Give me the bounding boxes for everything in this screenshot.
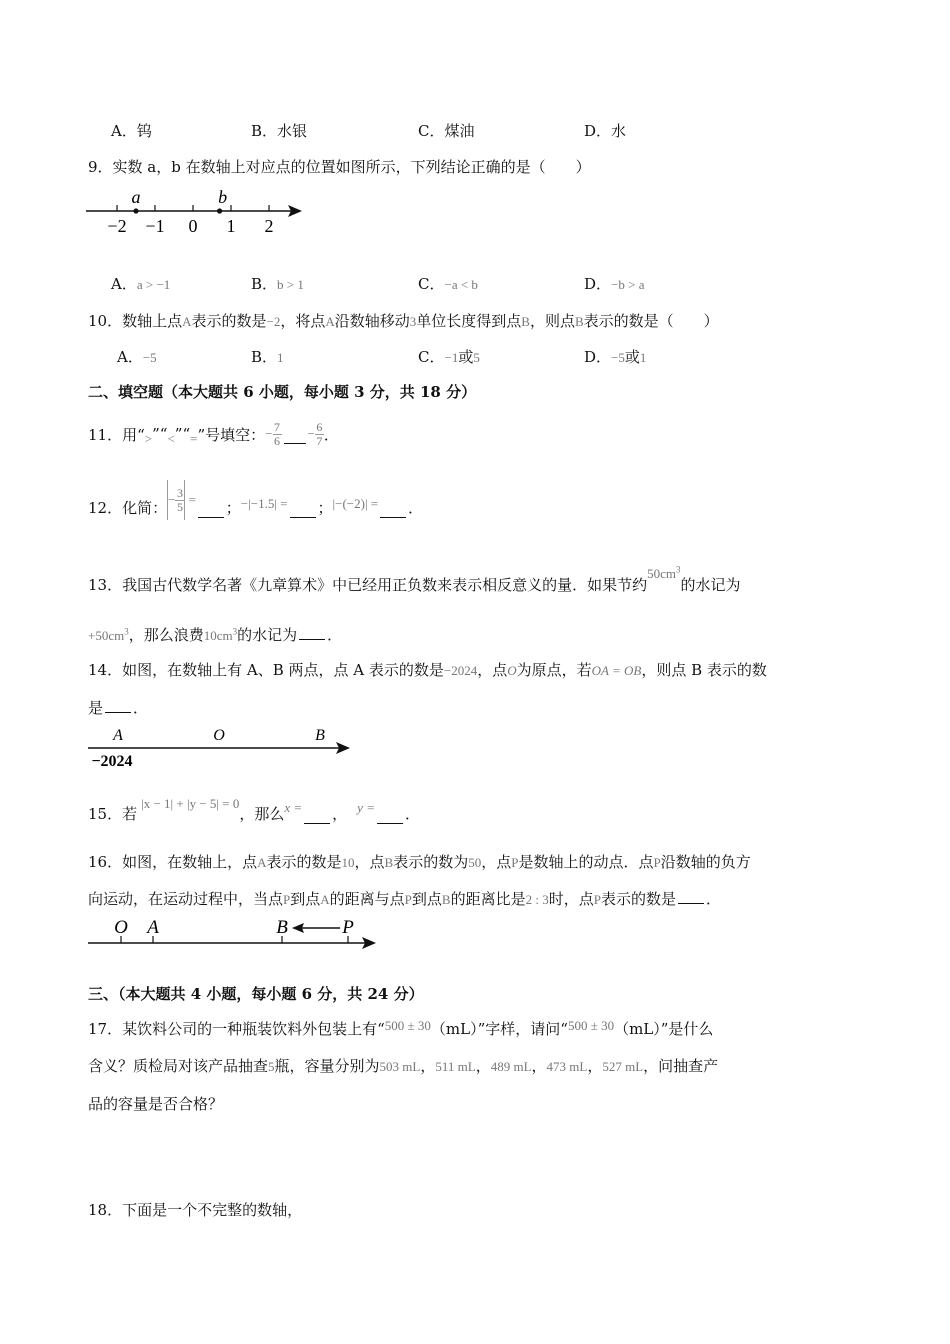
q11-fraction-2: $\frac{6}{7}$: [316, 419, 323, 448]
q8-option-c: C．煤油: [418, 122, 475, 140]
q9-tick-label: −1: [145, 216, 165, 236]
q12-fraction: $\frac{3}{5}$: [176, 485, 183, 514]
q10-option-d: D．−5或1: [584, 348, 647, 366]
q9-option-a: A．a > −1: [111, 275, 171, 293]
q12-blank-2[interactable]: [290, 503, 316, 518]
q8-option-b: B．水银: [251, 122, 308, 140]
q16-label-o: O: [114, 917, 128, 938]
q9-tick-label: −2: [107, 216, 127, 236]
q13-answer-blank[interactable]: [299, 625, 325, 640]
q9-label-b: b: [218, 187, 228, 207]
q16-label-a: A: [147, 917, 159, 938]
q10-option-c: C．−1或5: [418, 348, 480, 366]
q11-fraction-1: $\frac{7}{6}$: [274, 419, 280, 448]
q9-label-a: a: [131, 187, 141, 207]
q15-blank-x[interactable]: [304, 809, 330, 824]
q9-point-b: [217, 208, 222, 213]
q13-line-1: 13．我国古代数学名著《九章算术》中已经用正负数来表示相反意义的量．如果节约$50cm^3$的水记为: [88, 564, 741, 594]
q8-option-d: D．水: [584, 122, 627, 140]
q9-tick-label: 0: [188, 216, 198, 236]
q16-line-1: 16．如图，在数轴上，点A表示的数是10，点B表示的数为50，点P是数轴上的动点．点P沿数轴的负方: [88, 853, 751, 871]
q9-stem: 9．实数 a，b 在数轴上对应点的位置如图所示，下列结论正确的是（ ）: [88, 158, 591, 176]
q10-option-b: B．1: [251, 348, 284, 366]
q9-option-d: D．−b > a: [584, 275, 645, 293]
q17-line-2: 含义？质检局对该产品抽查5瓶，容量分别为503 mL，511 mL，489 mL，473 mL，527 mL，问抽查产: [88, 1057, 719, 1075]
q17-line-3: 品的容量是否合格？: [88, 1095, 224, 1113]
q9-tick-label: 2: [264, 216, 274, 236]
q11-answer-blank[interactable]: [284, 441, 306, 444]
q13-line-2: $+50cm^3$，那么浪费$10cm^3$的水记为 ．: [88, 626, 343, 644]
q16-label-b: B: [276, 917, 288, 938]
q14-line-1: 14．如图，在数轴上有 A、B 两点，点 A 表示的数是−2024，点O为原点，若OA = OB，则点 B 表示的数: [88, 661, 767, 679]
q10-option-a: A．−5: [117, 348, 157, 366]
q12-blank-3[interactable]: [380, 503, 406, 518]
q11: 11．用“ > ”“ < ”“ = ”号填空： − $\frac{7}{6}$ − $\frac{6}{7}$ ．: [88, 419, 339, 448]
q8-option-a: A．钨: [111, 122, 152, 140]
q9-tick-label: 1: [226, 216, 236, 236]
q14-label-o: O: [213, 727, 225, 744]
q12: 12．化简： − $\frac{3}{5}$ = ； −|−1.5| = ； |−(−2)| = ．: [88, 472, 423, 518]
q14-value-label: −2024: [91, 753, 133, 770]
q9-point-a: [133, 208, 138, 213]
q14-number-line-figure: [86, 724, 356, 772]
q9-ticks: [107, 205, 273, 236]
q16-answer-blank[interactable]: [678, 889, 704, 904]
q14-label-a: A: [113, 727, 123, 744]
q9-number-line-figure: [84, 184, 308, 240]
section-3-title: 三、（本大题共 4 小题，每小题 6 分，共 24 分）: [88, 985, 424, 1003]
q17-line-1: 17．某饮料公司的一种瓶装饮料外包装上有“500 ± 30（mL）”字样，请问“500 ± 30（mL）”是什么: [88, 1018, 714, 1038]
q10-stem: 10．数轴上点A表示的数是−2，将点A沿数轴移动3单位长度得到点B，则点B表示的数是（ ）: [88, 312, 719, 330]
q15-blank-y[interactable]: [377, 809, 403, 824]
q14-answer-blank[interactable]: [105, 698, 131, 713]
q18-stem: 18．下面是一个不完整的数轴，: [88, 1201, 303, 1219]
q16-label-p: P: [342, 917, 354, 938]
q15: 15．若 |x − 1| + |y − 5| = 0 ，那么 x = ， y = ．: [88, 796, 420, 823]
section-2-title: 二、填空题（本大题共 6 小题，每小题 3 分，共 18 分）: [88, 383, 477, 401]
q12-blank-1[interactable]: [198, 503, 224, 518]
q16-number-line-figure: [86, 914, 382, 952]
q9-option-b: B．b > 1: [251, 275, 304, 293]
q14-line-2: 是 ．: [88, 699, 149, 717]
q16-line-2: 向运动，在运动过程中，当点P到点A的距离与点P到点B的距离比是2 : 3时，点P表示的数是 ．: [88, 890, 722, 908]
q14-label-b: B: [315, 727, 325, 744]
q9-option-c: C．−a < b: [418, 275, 478, 293]
